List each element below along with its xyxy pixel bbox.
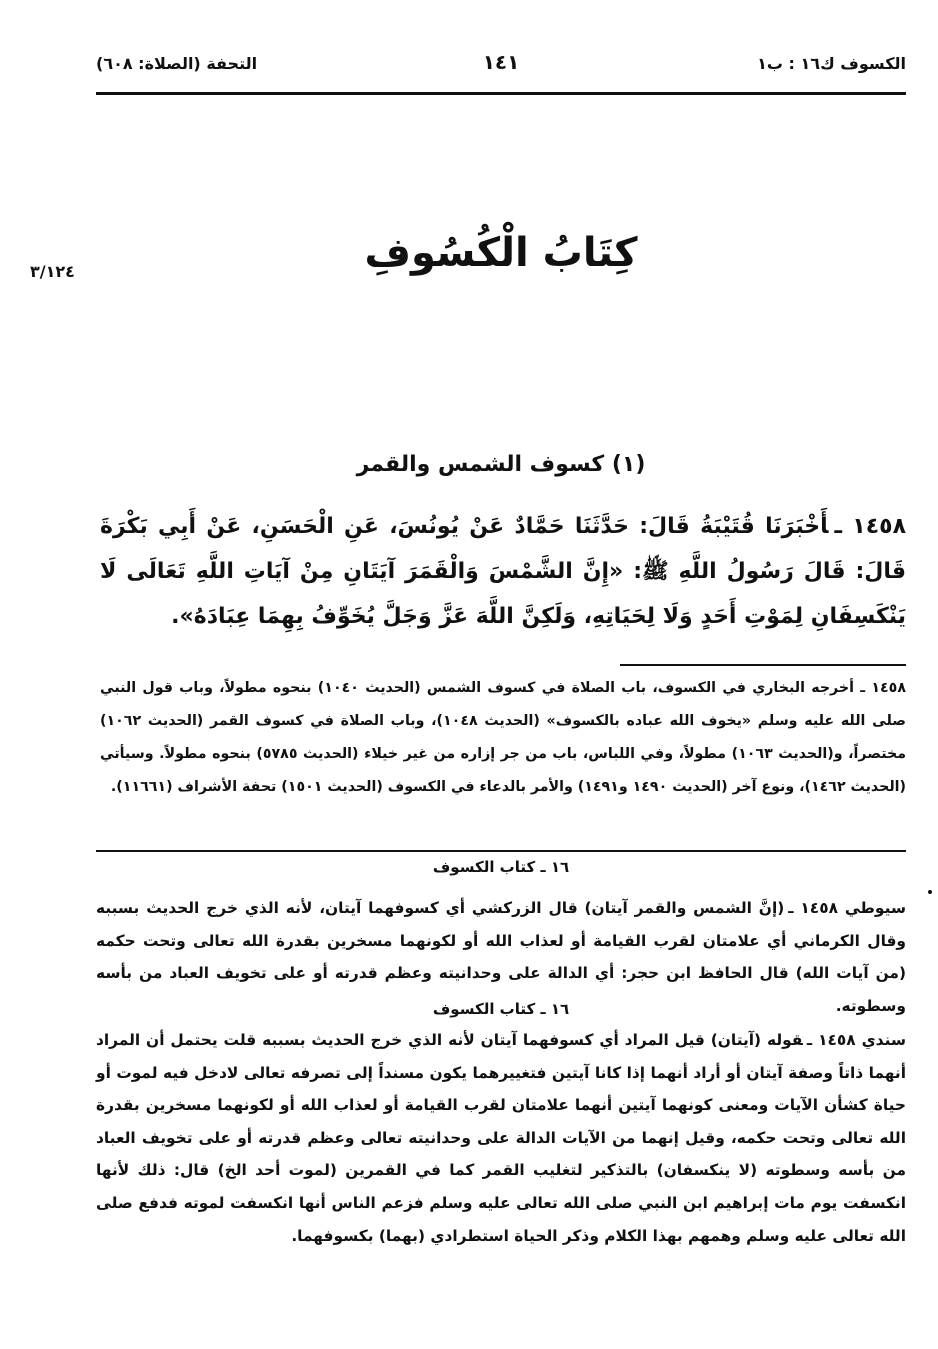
header-tuhfa-ref: التحفة (الصلاة: ٦٠٨) (96, 54, 258, 73)
commentary-label-suyuti: سيوطي ١٤٥٨ ـ (788, 899, 906, 917)
hadith-body: أَخْبَرَنَا قُتَيْبَةُ قَالَ: حَدَّثَنَا حَمَّادٌ عَنْ يُونُسَ، عَنِ الْحَسَنِ، عَنْ أَبِي بَكْرَةَ قَالَ: قَالَ رَسُولُ اللَّهِ ﷺ: «إِنَّ الشَّمْسَ وَالْقَمَرَ آيَتَانِ مِنْ آيَاتِ اللَّهِ تَعَالَى لَا يَنْكَسِفَانِ لِمَوْتِ أَحَدٍ وَلَا لِحَيَاتِهِ، وَلَكِنَّ اللَّهَ عَزَّ وَجَلَّ يُخَوِّفُ بِهِمَا عِبَادَهُ». (100, 514, 906, 629)
footnote-takhrij: ١٤٥٨ ـ أخرجه البخاري في الكسوف، باب الصلاة في كسوف الشمس (الحديث ١٠٤٠) بنحوه مطولاً، وباب قول النبي صلى الله عليه وسلم «يخوف الله عباده بالكسوف» (الحديث ١٠٤٨)، وباب الصلاة في كسوف القمر (الحديث ١٠٦٢) مختصراً، و(الحديث ١٠٦٣) مطولاً، وفي اللباس، باب من جر إزاره من غير خيلاء (الحديث ٥٧٨٥) بنحوه مطولاً. وسيأتي (الحديث ١٤٦٢)، ونوع آخر (الحديث ١٤٩٠ و١٤٩١) والأمر بالدعاء في الكسوف (الحديث ١٥٠١) تحفة الأشراف (١١٦٦١). (100, 680, 906, 795)
hadith-number: ١٤٥٨ ـ (834, 514, 906, 539)
commentary-heading-suyuti: ١٦ ـ كتاب الكسوف (432, 858, 570, 876)
commentary-rule (96, 850, 906, 852)
commentary-sindi (96, 1024, 906, 1252)
header-chapter-ref: الكسوف ك١٦ : ب١ (757, 54, 906, 73)
margin-mark (928, 890, 932, 894)
page-number: ١٤١ (482, 50, 520, 74)
footnote-rule (620, 664, 906, 666)
commentary-label-sindi: سندي ١٤٥٨ ـ (806, 1031, 906, 1049)
header-rule (96, 92, 906, 95)
commentary-text-sindi: قوله (آيتان) قيل المراد أي كسوفهما آيتان لأنه الذي خرج الحديث بسببه قلت يحتمل أن المراد أنهما ذاتاً وصفة آيتان أو أراد أنهما إذا كانا آيتين فتغييرهما يكون مسنداً إلى تصرفه تعالى لادخل فيه لموت أو حياة كشأن الآيات ومعنى كونهما آيتين أنهما علامتان لقرب القيامة أو لعذاب الله أو لكونهما مسخرين بقدرة الله تعالى وتحت حكمه، وقيل إنهما من الآيات الدالة على وحدانيته تعالى وعظم قدرته أو على تخويف العباد من بأسه وسطوته (لا ينكسفان) بالتذكير لتغليب القمر كما في القمرين (لموت أحد الخ) قال: ذلك لأنها انكسفت يوم مات إبراهيم ابن النبي صلى الله تعالى عليه وسلم فزعم الناس أنها انكسفت لموته فدفع صلى الله تعالى عليه وسلم وهمهم بهذا الكلام وذكر الحياة استطرادي (بهما) بكسوفهما. (96, 1031, 906, 1245)
edition-page-ref: ٣/١٢٤ (30, 262, 75, 281)
commentary-heading-sindi: ١٦ ـ كتاب الكسوف (432, 1000, 570, 1018)
running-header (96, 50, 906, 80)
commentary-text-suyuti: (إنَّ الشمس والقمر آيتان) قال الزركشي أي كسوفهما آيتان، لأنه الذي خرج الحديث بسببه وقال الكرماني أي علامتان لقرب القيامة أو لعذاب الله أو لكونهما مسخرين بقدرة الله تعالى وتحت حكمه (من آيات الله) قال الحافظ ابن حجر: أي الدالة على وحدانيته وعظم قدرته أو على تخويف العباد من بأسه وسطوته. (96, 899, 906, 1015)
book-title: كِتَابُ الْكُسُوفِ (364, 230, 638, 276)
hadith-text (100, 504, 906, 639)
chapter-heading: (١) كسوف الشمس والقمر (356, 452, 646, 477)
